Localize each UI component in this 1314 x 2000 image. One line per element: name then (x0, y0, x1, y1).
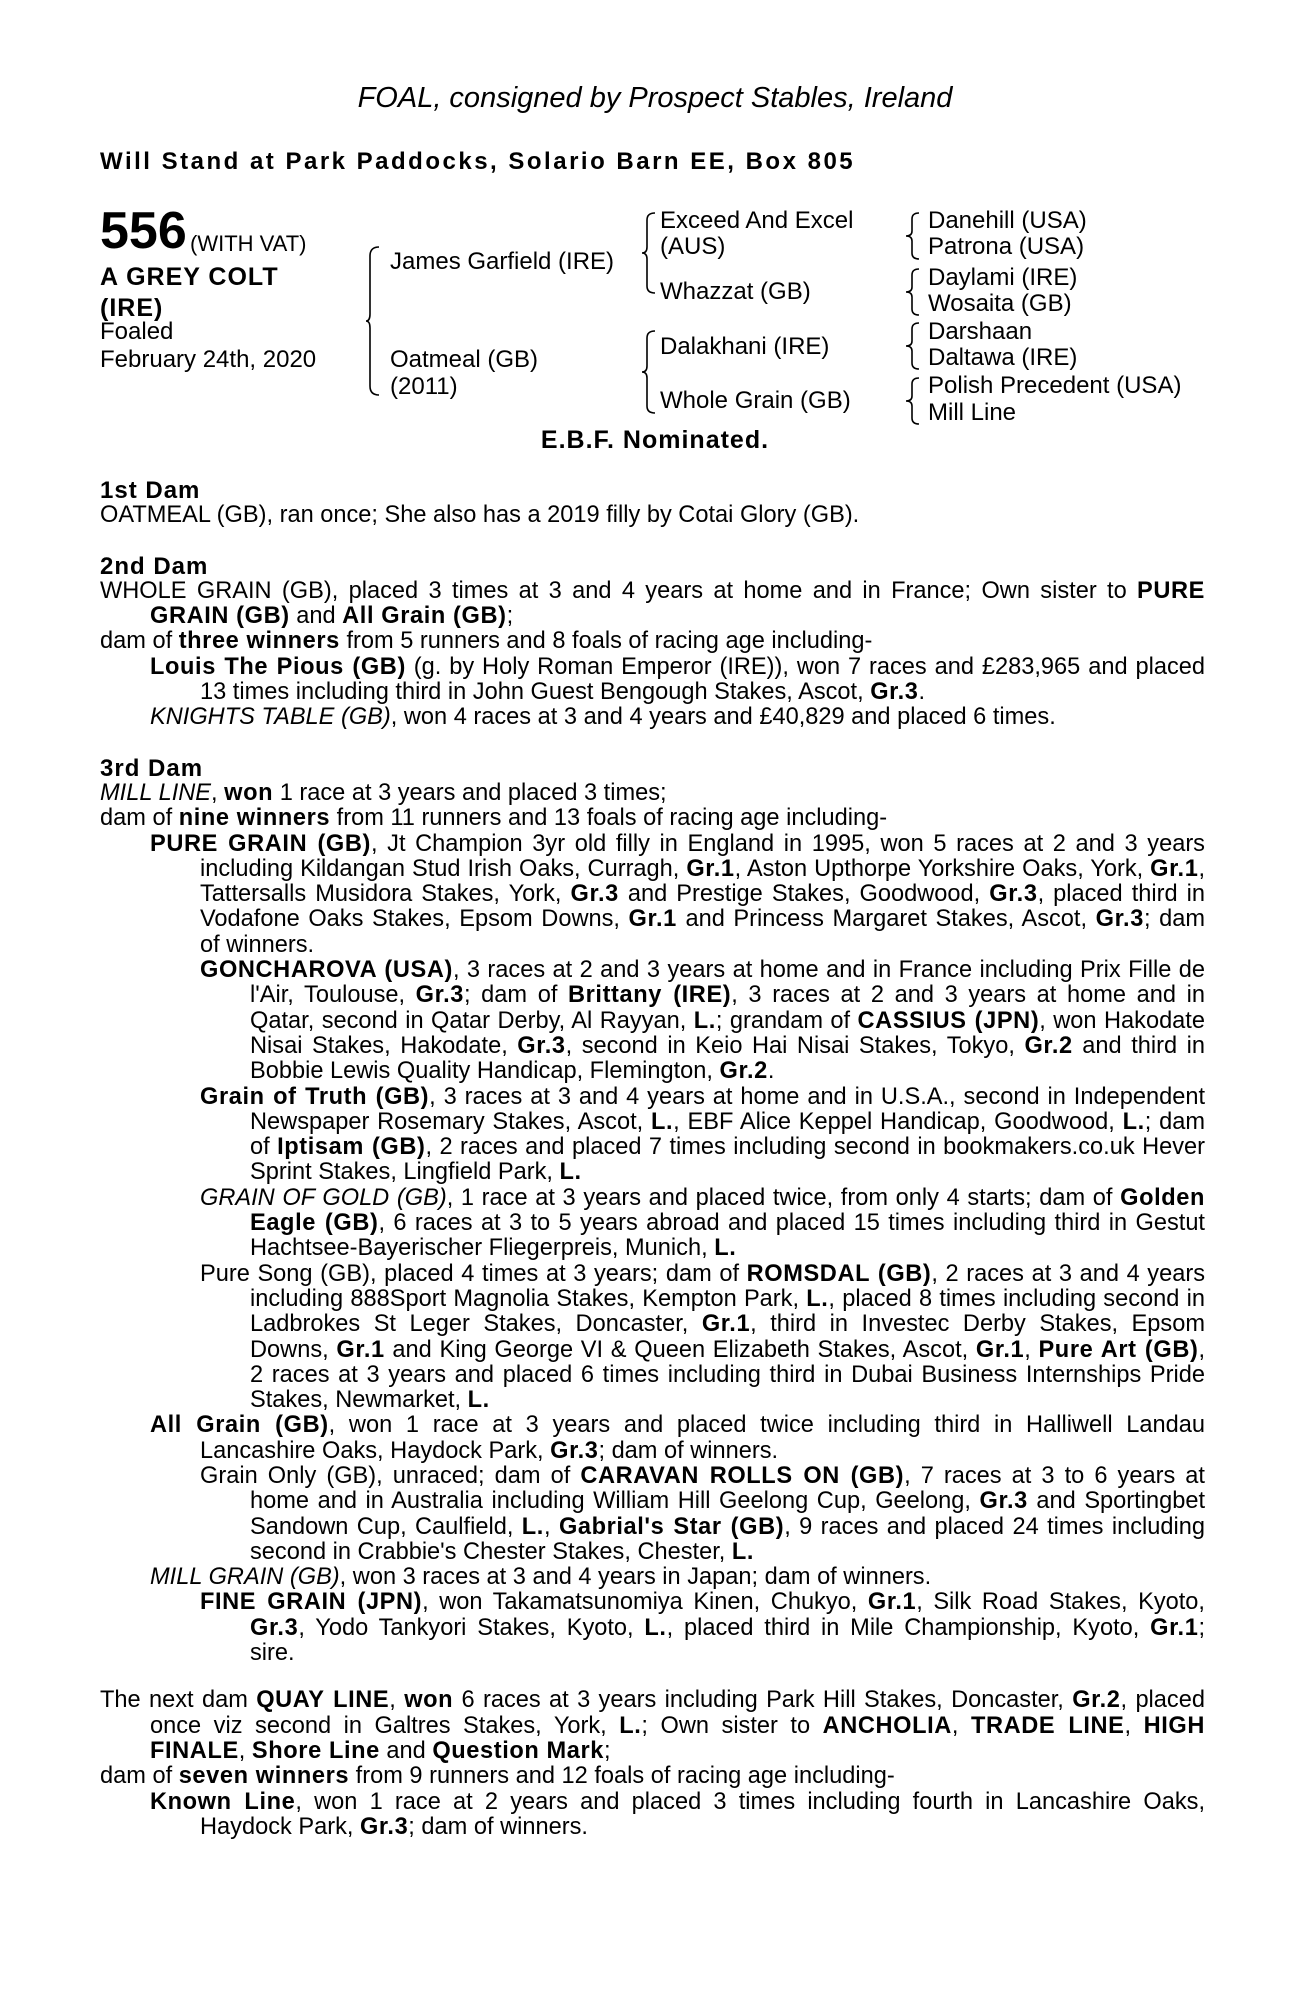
text-run: , (1024, 1336, 1039, 1363)
text-run: ; dam of (250, 1108, 1205, 1161)
text-run: Gr.1 (628, 906, 677, 933)
text-run: , 9 races and placed 24 times including second in Crabbie's Chester Stakes, Chester, (250, 1513, 1206, 1565)
second-dam-line1: WHOLE GRAIN (GB), placed 3 times at 3 and 4 years at home and in France; Own sister to (100, 577, 1127, 604)
second-dam-text (100, 579, 1205, 630)
third-dam-produce-grain-of-gold (100, 1186, 1205, 1262)
third-dam-line1 (100, 781, 1205, 806)
text-run: , 6 races at 3 to 5 years abroad and placed 15 times including third in Gestut Hachtsee-Bayerischer Fliegerpreis, Munich, (250, 1210, 1205, 1262)
text-run: CARAVAN ROLLS ON (GB) (580, 1462, 905, 1489)
text-run: , second in Keio Hai Nisai Stakes, Tokyo, (565, 1032, 1025, 1059)
text-run: and King George VI & Queen Elizabeth Stakes, Ascot, (384, 1336, 976, 1363)
second-dam-produce-line (100, 629, 1205, 654)
text-run: seven winners (178, 1763, 350, 1790)
text-run: Gr.3 (570, 881, 619, 908)
text-run: QUAY LINE (256, 1687, 390, 1714)
text-run: ; dam of winners. (200, 906, 1205, 958)
text-run: ; Own sister to (641, 1712, 823, 1739)
second-dam-sister-1: PURE GRAIN (GB) (150, 577, 1205, 630)
third-dam-heading: 3rd Dam (100, 754, 204, 782)
text-run: Gr.3 (250, 1614, 299, 1641)
text-run: Gr.3 (870, 679, 919, 706)
text-run: Gr.1 (975, 1336, 1025, 1363)
pedigree-dam: Oatmeal (GB) (390, 346, 539, 373)
text-run: CASSIUS (JPN) (857, 1007, 1040, 1034)
text-run: , Yodo Tankyori Stakes, Kyoto, (298, 1614, 645, 1641)
text-run: , Silk Road Stakes, Kyoto, (916, 1589, 1205, 1616)
text-run: Grain of Truth (GB) (200, 1083, 430, 1110)
stand-location: Will Stand at Park Paddocks, Solario Barn EE, Box 805 (100, 148, 856, 175)
text-run: The next dam (100, 1687, 257, 1714)
text-run: L. (806, 1285, 829, 1312)
text-run: , won 3 races at 3 and 4 years in Japan; dam of winners. (339, 1564, 932, 1591)
text-run: , 1 race at 3 years and placed twice, from only 4 starts; dam of (446, 1184, 1121, 1211)
third-dam-produce-pure-song (100, 1262, 1205, 1414)
text-run: ROMSDAL (GB) (746, 1260, 932, 1287)
lot-number: 556 (100, 202, 187, 260)
text-run: Gr.1 (701, 1311, 751, 1338)
lot-description-line1: A GREY COLT (100, 263, 279, 291)
pedigree-sire-sire-line1: Exceed And Excel (660, 207, 854, 234)
text-run: and Sportingbet Sandown Cup, Caulfield, (250, 1488, 1206, 1540)
text-run: L. (693, 1007, 716, 1034)
third-dam-produce-pure-grain (100, 832, 1205, 958)
text-run: Gr.1 (1150, 855, 1199, 882)
text-run: . (767, 1058, 775, 1085)
text-run: PURE GRAIN (GB) (150, 830, 371, 857)
pedigree-dam-sire: Dalakhani (IRE) (660, 333, 830, 360)
text-run: Known Line (150, 1788, 296, 1815)
text-run: , Tattersalls Musidora Stakes, York, (200, 855, 1205, 908)
text-run: L. (467, 1387, 490, 1414)
text-run: three winners (178, 628, 340, 655)
text-run: Brittany (IRE) (568, 982, 732, 1009)
text-run: ; dam of winners. (408, 1813, 588, 1840)
text-run: Gr.1 (1150, 1614, 1199, 1641)
text-run: Gr.1 (867, 1589, 917, 1616)
text-run: , placed third in Vodafone Oaks Stakes, Epsom Downs, (200, 881, 1205, 933)
pedigree-dam-year: (2011) (390, 373, 458, 400)
text-run: and Prestige Stakes, Goodwood, (618, 881, 990, 908)
vat-note: (WITH VAT) (190, 231, 307, 256)
text-run: dam of (100, 628, 179, 655)
text-run: Gr.3 (979, 1488, 1028, 1515)
text-run: dam of (100, 805, 179, 832)
pedigree-gg-dam-2: Wosaita (GB) (928, 290, 1072, 317)
text-run: won (404, 1687, 454, 1714)
pedigree-brace-dam (642, 330, 656, 414)
text-run: , won 1 race at 3 years and placed twice including third in Halliwell Landau Lancashire Oaks, Haydock Park, (200, 1412, 1206, 1464)
text-run: won (224, 779, 274, 806)
text-run: ; (506, 603, 514, 630)
pedigree-gg-sire-1: Danehill (USA) (928, 207, 1087, 234)
text-run: . (918, 679, 926, 706)
text-run: Gr.1 (336, 1336, 385, 1363)
text-run: 1 race at 3 years and placed 3 times; (273, 779, 667, 806)
text-run: , 3 races at 2 and 3 years at home and in Qatar, second in Qatar Derby, Al Rayyan, (250, 982, 1205, 1034)
text-run: All Grain (GB) (150, 1412, 329, 1439)
pedigree-brace-main (366, 246, 380, 396)
text-run: ; dam of winners. (598, 1437, 779, 1464)
pedigree-gg-dam-1: Patrona (USA) (928, 233, 1085, 260)
pedigree-sire-sire-line2: (AUS) (660, 233, 726, 260)
text-run: L. (731, 1538, 755, 1565)
pedigree-brace-gg2 (906, 268, 920, 316)
text-run: GONCHAROVA (USA) (200, 957, 453, 984)
next-dam-produce-known-line (100, 1790, 1205, 1841)
pedigree-gg-dam-4: Mill Line (928, 399, 1017, 426)
pedigree-brace-gg3 (906, 322, 920, 370)
text-run: and Princess Margaret Stakes, Ascot, (676, 906, 1096, 933)
text-run: dam of (100, 1763, 179, 1790)
text-run: Gr.3 (550, 1437, 599, 1464)
text-run: from 5 runners and 8 foals of racing age including- (339, 628, 873, 655)
text-run: , (389, 1687, 405, 1714)
pedigree-sire: James Garfield (IRE) (390, 248, 615, 275)
text-run: , 7 races at 3 to 6 years at home and in Australia including William Hill Geelong Cup, Geelong, (250, 1462, 1205, 1515)
text-run: MILL LINE (100, 779, 212, 806)
text-run: Gr.3 (989, 881, 1038, 908)
third-dam-produce-mill-grain (100, 1565, 1205, 1590)
pedigree-brace-sire (642, 212, 656, 294)
text-run: ; grandam of (715, 1007, 858, 1034)
lot-description (100, 262, 340, 324)
text-run: GRAIN OF GOLD (GB) (200, 1184, 447, 1211)
text-run: L. (650, 1108, 674, 1135)
text-run: , (543, 1513, 559, 1540)
text-run: and (289, 603, 343, 630)
text-run: , won Hakodate Nisai Stakes, Hakodate, (250, 1007, 1205, 1059)
text-run: from 11 runners and 13 foals of racing age including- (330, 805, 888, 832)
text-run: and (379, 1737, 433, 1764)
text-run: Gr.2 (719, 1058, 768, 1085)
text-run: Shore Line (251, 1737, 380, 1764)
text-run: from 9 runners and 12 foals of racing age including- (349, 1763, 895, 1790)
text-run: Gr.3 (359, 1813, 409, 1840)
text-run: TRADE LINE (970, 1712, 1125, 1739)
text-run: L. (644, 1614, 667, 1641)
text-run: L. (714, 1235, 737, 1262)
foaled-date: February 24th, 2020 (100, 346, 317, 373)
text-run: 6 races at 3 years including Park Hill Stakes, Doncaster, (453, 1687, 1073, 1714)
text-run: , (1124, 1712, 1144, 1739)
text-run: , third in Investec Derby Stakes, Epsom Downs, (250, 1311, 1205, 1363)
third-dam-produce-fine-grain (100, 1590, 1205, 1666)
text-run: , placed once viz second in Galtres Stakes, York, (150, 1687, 1205, 1739)
text-run: Gr.3 (415, 982, 464, 1009)
second-dam-heading: 2nd Dam (100, 552, 209, 580)
text-run: L. (559, 1159, 582, 1186)
next-dam-produce-line (100, 1764, 1205, 1789)
pedigree-gg-dam-3: Daltawa (IRE) (928, 344, 1078, 371)
text-run: Gr.2 (1024, 1032, 1073, 1059)
pedigree-gg-sire-2: Daylami (IRE) (928, 264, 1078, 291)
text-run: , 2 races and placed 7 times including second in bookmakers.co.uk Hever Sprint Stakes, Lingfield Park, (250, 1134, 1205, 1186)
text-run: Iptisam (GB) (277, 1134, 426, 1161)
text-run: , EBF Alice Keppel Handicap, Goodwood, (673, 1108, 1123, 1135)
text-run: , placed third in Mile Championship, Kyoto, (666, 1614, 1151, 1641)
third-dam-produce-all-grain (100, 1413, 1205, 1464)
text-run: , Jt Champion 3yr old filly in England in 1995, won 5 races at 2 and 3 years including Kildangan Stud Irish Oaks, Curragh, (200, 830, 1205, 882)
text-run: ; sire. (250, 1614, 1205, 1667)
text-run: Golden Eagle (GB) (250, 1184, 1205, 1237)
text-run: Louis The Pious (GB) (150, 653, 406, 680)
lot-description-line2: (IRE) (100, 294, 164, 322)
text-run: , won 4 races at 3 and 4 years and £40,829 and placed 6 times. (390, 704, 1056, 731)
text-run: KNIGHTS TABLE (GB) (150, 704, 391, 731)
text-run: nine winners (178, 805, 331, 832)
third-dam-produce-grain-only (100, 1464, 1205, 1565)
text-run: Question Mark (432, 1737, 605, 1764)
text-run: , 3 races at 2 and 3 years at home and in France including Prix Fille de l'Air, Toulouse, (250, 957, 1205, 1009)
catalogue-body (100, 478, 1205, 1840)
text-run: Gr.3 (517, 1032, 566, 1059)
text-run: HIGH FINALE (150, 1712, 1205, 1764)
text-run: MILL GRAIN (GB) (150, 1564, 340, 1591)
first-dam-text: OATMEAL (GB), ran once; She also has a 2019 filly by Cotai Glory (GB). (100, 502, 860, 529)
third-dam-produce-goncharova (100, 958, 1205, 1084)
text-run: Pure Song (GB), placed 4 times at 3 years; dam of (200, 1260, 747, 1287)
text-run: ANCHOLIA (822, 1712, 952, 1739)
pedigree-sire-dam: Whazzat (GB) (660, 278, 811, 305)
ebf-nominated: E.B.F. Nominated. (540, 426, 770, 454)
third-dam-produce-grain-of-truth (100, 1085, 1205, 1186)
text-run: , 2 races at 3 years and placed 6 times including third in Dubai Business Internships Pride Stakes, Newmarket, (250, 1336, 1205, 1414)
text-run: FINE GRAIN (JPN) (200, 1589, 423, 1616)
text-run: , won Takamatsunomiya Kinen, Chukyo, (422, 1589, 868, 1616)
text-run: and third in Bobbie Lewis Quality Handicap, Flemington, (250, 1032, 1205, 1085)
pedigree-gg-sire-3: Darshaan (928, 318, 1033, 345)
foaled-info (100, 318, 316, 374)
second-dam-sister-2: All Grain (GB) (342, 603, 507, 630)
text-run: Gabrial's Star (GB) (558, 1513, 785, 1540)
text-run: (g. by Holy Roman Emperor (IRE)), won 7 races and £283,965 and placed 13 times including third in John Guest Bengough Stakes, Ascot, (200, 653, 1205, 706)
third-dam-produce-line (100, 806, 1205, 831)
pedigree-gg-sire-4: Polish Precedent (USA) (928, 372, 1182, 399)
text-run: L. (521, 1513, 544, 1540)
text-run: , won 1 race at 2 years and placed 3 times including fourth in Lancashire Oaks, Haydock Park, (200, 1788, 1205, 1840)
text-run: Gr.3 (1095, 906, 1144, 933)
text-run: L. (619, 1712, 642, 1739)
text-run: Grain Only (GB), unraced; dam of (200, 1462, 581, 1489)
text-run: , 3 races at 3 and 4 years at home and in U.S.A., second in Independent Newspaper Rosemary Stakes, Ascot, (250, 1083, 1205, 1135)
pedigree-brace-gg4 (906, 377, 920, 425)
text-run: Gr.2 (1072, 1687, 1121, 1714)
text-run: , (211, 779, 225, 806)
second-dam-produce-1 (100, 655, 1205, 706)
text-run: L. (1122, 1108, 1145, 1135)
text-run: Gr.1 (686, 855, 735, 882)
second-dam-produce-2 (100, 705, 1205, 730)
foaled-label: Foaled (100, 318, 174, 345)
pedigree-dam-dam: Whole Grain (GB) (660, 387, 851, 414)
consignment-title: FOAL, consigned by Prospect Stables, Ireland (357, 82, 953, 114)
text-run: , (238, 1737, 252, 1764)
text-run: , 2 races at 3 and 4 years including 888Sport Magnolia Stakes, Kempton Park, (250, 1260, 1205, 1312)
text-run: , placed 8 times including second in Ladbrokes St Leger Stakes, Doncaster, (250, 1285, 1205, 1338)
text-run: , Aston Upthorpe Yorkshire Oaks, York, (734, 855, 1151, 882)
first-dam-heading: 1st Dam (100, 477, 201, 504)
text-run: , (951, 1712, 971, 1739)
text-run: ; (604, 1737, 611, 1764)
next-dam-text (100, 1688, 1205, 1764)
pedigree-brace-gg1 (906, 212, 920, 260)
text-run: ; dam of (463, 982, 569, 1009)
text-run: Pure Art (GB) (1038, 1336, 1199, 1363)
